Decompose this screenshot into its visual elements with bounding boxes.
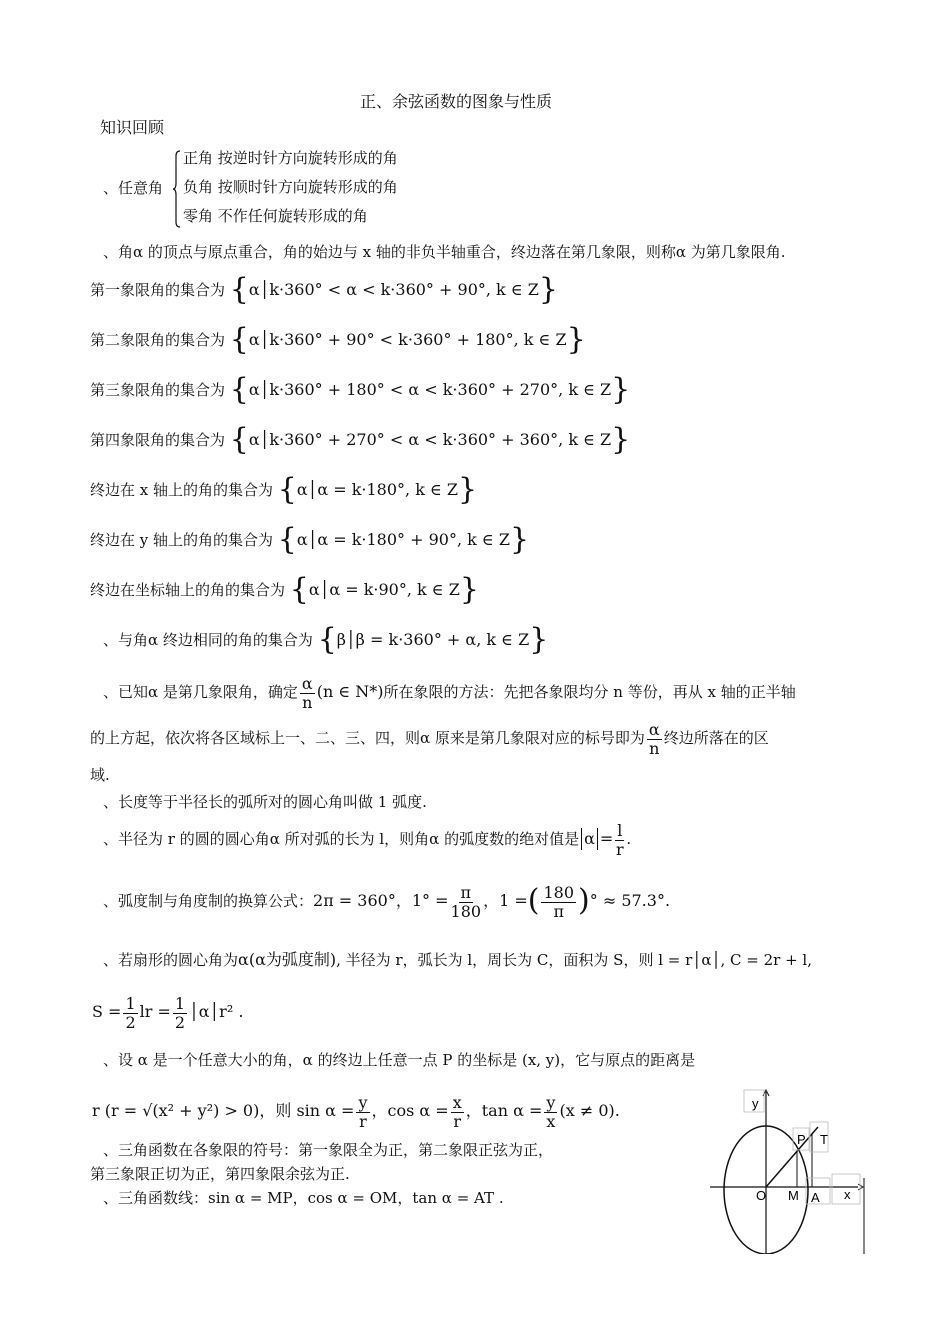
set-quadrant-3: 第三象限角的集合为 {α│k·360° + 180° < α < k·360° + 270°, k ∈ Z} xyxy=(90,372,631,407)
label-y: y xyxy=(752,1096,759,1111)
page-title: 正、余弦函数的图象与性质 xyxy=(360,92,553,111)
label-t: T xyxy=(820,1132,828,1147)
alpha-over-n-method: 、已知α 是第几象限角，确定 $\frac{\alpha}{n}$ (n ∈ N*)所在象限的方法：先把各象限均分 n 等份，再从 x 轴的正半轴 xyxy=(103,673,796,712)
radian-measure: 、半径为 r 的圆的圆心角α 所对弧的长为 l，则角α 的弧度数的绝对值是 α = $\frac{l}{r}$ . xyxy=(103,820,632,859)
angle-positive: 正角 按逆时针方向旋转形成的角 xyxy=(183,149,398,167)
set-expr: α│k·360° + 90° < k·360° + 180°, k ∈ Z xyxy=(248,330,567,349)
trig-definition: 、设 α 是一个任意大小的角，α 的终边上任意一点 P 的坐标是 (x, y)，它与原点的距离是 xyxy=(103,1051,696,1069)
sector-formula: 、若扇形的圆心角为α(α为弧度制), 半径为 r，弧长为 l，周长为 C，面积为 S，则 l = r│α│, C = 2r + l, xyxy=(103,950,812,969)
unit-circle-diagram xyxy=(708,1082,868,1254)
set-coordinate-axes: 终边在坐标轴上的角的集合为 {α│α = k·90°, k ∈ Z} xyxy=(90,572,479,607)
set-label: 第二象限角的集合为 xyxy=(90,331,226,349)
radian-definition: 、长度等于半径长的弧所对的圆心角叫做 1 弧度. xyxy=(103,793,427,811)
trig-signs-cont: 第三象限正切为正，第四象限余弦为正. xyxy=(90,1165,350,1183)
label-x: x xyxy=(844,1187,851,1202)
sector-area: S = $\frac{1}{2}$ lr = $\frac{1}{2}$ │α│r² . xyxy=(92,993,244,1032)
set-label: 第三象限角的集合为 xyxy=(90,381,226,399)
set-label: 终边在 x 轴上的角的集合为 xyxy=(90,481,273,499)
alpha-over-n-method-cont: 的上方起，依次将各区域标上一、二、三、四，则α 原来是第几象限对应的标号即为 $\frac{\alpha}{n}$ 终边所落在的区 xyxy=(90,719,769,758)
set-expr: α│α = k·180°, k ∈ Z xyxy=(296,480,459,499)
set-quadrant-4: 第四象限角的集合为 {α│k·360° + 270° < α < k·360° + 360°, k ∈ Z} xyxy=(90,422,631,457)
section-heading: 知识回顾 xyxy=(100,118,165,137)
set-expr: α│α = k·90°, k ∈ Z xyxy=(308,580,460,599)
coterminal-set: 、与角α 终边相同的角的集合为 {β│β = k·360° + α, k ∈ Z} xyxy=(103,622,549,657)
conversion-formula: 、弧度制与角度制的换算公式：2π = 360°，1° = $\frac{\pi}{180}$ ，1 =( $\frac{180}{\pi}$ )° ≈ 57.3°. xyxy=(103,882,671,921)
label-a: A xyxy=(811,1190,820,1205)
quadrant-angle-definition: 、角α 的顶点与原点重合，角的始边与 x 轴的非负半轴重合，终边落在第几象限，则称α 为第几象限角. xyxy=(103,243,786,261)
trig-lines: 、三角函数线：sin α = MP，cos α = OM，tan α = AT . xyxy=(103,1189,504,1207)
set-label: 终边在坐标轴上的角的集合为 xyxy=(90,581,286,599)
set-label: 终边在 y 轴上的角的集合为 xyxy=(90,531,274,549)
set-expr: α│α = k·180° + 90°, k ∈ Z xyxy=(296,530,510,549)
set-label: 第一象限角的集合为 xyxy=(90,281,226,299)
trig-definition-formulas: r (r = √(x² + y²) > 0)，则 sin α = $\frac{y}{r}$ ，cos α = $\frac{x}{r}$ ，tan α = $\frac{y}{x}$ (x ≠ 0). xyxy=(92,1092,620,1131)
set-y-axis: 终边在 y 轴上的角的集合为 {α│α = k·180° + 90°, k ∈ Z} xyxy=(90,522,530,557)
set-x-axis: 终边在 x 轴上的角的集合为 {α│α = k·180°, k ∈ Z} xyxy=(90,472,478,507)
trig-signs: 、三角函数在各象限的符号：第一象限全为正，第二象限正弦为正， xyxy=(103,1141,554,1159)
arbitrary-angle-label: 、任意角 xyxy=(103,179,164,197)
label-p: P xyxy=(797,1132,806,1147)
set-expr: α│k·360° < α < k·360° + 90°, k ∈ Z xyxy=(248,280,539,299)
set-expr: α│k·360° + 270° < α < k·360° + 360°, k ∈ Z xyxy=(248,430,612,449)
set-quadrant-1: 第一象限角的集合为 {α│k·360° < α < k·360° + 90°, k ∈ Z} xyxy=(90,272,558,307)
set-quadrant-2: 第二象限角的集合为 {α│k·360° + 90° < k·360° + 180°, k ∈ Z} xyxy=(90,322,586,357)
set-label: 第四象限角的集合为 xyxy=(90,431,226,449)
label-m: M xyxy=(788,1188,799,1203)
angle-zero: 零角 不作任何旋转形成的角 xyxy=(183,207,368,225)
curly-brace xyxy=(173,150,181,228)
angle-negative: 负角 按顺时针方向旋转形成的角 xyxy=(183,178,398,196)
alpha-over-n-method-end: 域. xyxy=(90,766,110,784)
set-expr: α│k·360° + 180° < α < k·360° + 270°, k ∈ Z xyxy=(248,380,612,399)
label-o: O xyxy=(756,1188,767,1203)
